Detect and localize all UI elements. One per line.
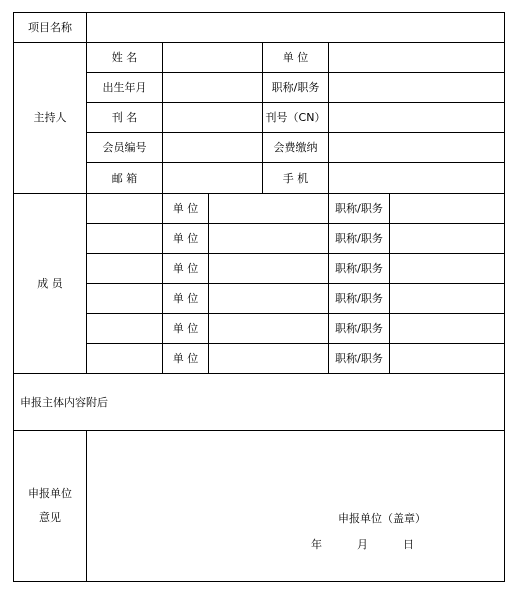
members-label: 成 员 xyxy=(37,276,63,290)
host-row-5-left-label-cell xyxy=(87,163,163,193)
member-row-5-name-cell[interactable] xyxy=(87,313,163,343)
member-row-4-title-value-cell[interactable] xyxy=(390,283,505,313)
member-row-3-unit-value-cell[interactable] xyxy=(209,253,329,283)
member-row-5-title-label: 职称/职务 xyxy=(335,321,383,335)
member-row-5-unit-label-cell xyxy=(163,313,209,343)
member-row-2-title-label-cell xyxy=(329,223,390,253)
opinion-date-line xyxy=(311,539,414,550)
attachment-row xyxy=(14,374,505,431)
host-row-1-left-value-cell[interactable] xyxy=(163,43,263,73)
host-row-2-right-label: 职称/职务 xyxy=(271,81,320,95)
member-row-1 xyxy=(14,193,505,223)
host-row-5 xyxy=(14,163,505,193)
member-row-1-title-label: 职称/职务 xyxy=(335,201,383,215)
member-row-2-title-value-cell[interactable] xyxy=(390,223,505,253)
opinion-year: 年 xyxy=(311,538,322,552)
member-row-4-unit-value-cell[interactable] xyxy=(209,283,329,313)
host-row-2-left-value-cell[interactable] xyxy=(163,73,263,103)
opinion-day: 日 xyxy=(403,538,414,552)
member-row-2 xyxy=(14,223,505,253)
member-row-1-title-value-cell[interactable] xyxy=(390,193,505,223)
host-row-3-right-value-cell[interactable] xyxy=(329,103,505,133)
host-row-1-right-label-cell xyxy=(263,43,329,73)
host-row-4-right-label-cell xyxy=(263,133,329,163)
opinion-content-cell[interactable] xyxy=(87,431,505,582)
member-row-4-unit-label: 单 位 xyxy=(172,291,199,305)
attachment-label: 申报主体内容附后 xyxy=(20,395,108,409)
host-row-1-right-label: 单 位 xyxy=(282,51,309,65)
member-row-3 xyxy=(14,253,505,283)
host-row-2-left-label-cell xyxy=(87,73,163,103)
host-row-3-left-value-cell[interactable] xyxy=(163,103,263,133)
host-row-4 xyxy=(14,133,505,163)
host-row-3 xyxy=(14,103,505,133)
host-row-5-right-label: 手 机 xyxy=(282,171,309,185)
member-row-5-unit-value-cell[interactable] xyxy=(209,313,329,343)
host-row-2-right-value-cell[interactable] xyxy=(329,73,505,103)
member-row-4-unit-label-cell xyxy=(163,283,209,313)
member-row-4 xyxy=(14,283,505,313)
project-value-cell[interactable] xyxy=(87,13,505,43)
member-row-2-unit-label-cell xyxy=(163,223,209,253)
host-label: 主持人 xyxy=(33,111,67,125)
opinion-month: 月 xyxy=(357,538,368,552)
member-row-6-title-label-cell xyxy=(329,344,390,374)
member-row-5-title-value-cell[interactable] xyxy=(390,313,505,343)
host-row-5-right-value-cell[interactable] xyxy=(329,163,505,193)
host-row-4-left-label-cell xyxy=(87,133,163,163)
attachment-cell xyxy=(14,374,505,431)
host-row-2 xyxy=(14,73,505,103)
member-row-4-title-label-cell xyxy=(329,283,390,313)
host-row-3-left-label: 刊 名 xyxy=(111,111,138,125)
member-row-6-title-value-cell[interactable] xyxy=(390,344,505,374)
host-row-3-left-label-cell xyxy=(87,103,163,133)
host-row-1-right-value-cell[interactable] xyxy=(329,43,505,73)
member-row-2-title-label: 职称/职务 xyxy=(335,231,383,245)
host-row-4-left-value-cell[interactable] xyxy=(163,133,263,163)
member-row-4-title-label: 职称/职务 xyxy=(335,291,383,305)
member-row-3-unit-label: 单 位 xyxy=(172,261,199,275)
member-row-6-unit-label: 单 位 xyxy=(172,352,199,366)
member-row-2-unit-label: 单 位 xyxy=(172,231,199,245)
host-row-5-left-value-cell[interactable] xyxy=(163,163,263,193)
member-row-3-title-value-cell[interactable] xyxy=(390,253,505,283)
member-row-2-name-cell[interactable] xyxy=(87,223,163,253)
host-label-cell xyxy=(14,43,87,193)
member-row-1-unit-label-cell xyxy=(163,193,209,223)
opinion-label-cell xyxy=(14,431,87,582)
member-row-3-title-label-cell xyxy=(329,253,390,283)
project-row xyxy=(14,13,505,43)
host-row-1-left-label: 姓 名 xyxy=(111,51,138,65)
host-row-1-left-label-cell xyxy=(87,43,163,73)
member-row-6-unit-label-cell xyxy=(163,344,209,374)
host-row-5-right-label-cell xyxy=(263,163,329,193)
host-row-3-right-label-cell xyxy=(263,103,329,133)
member-row-4-name-cell[interactable] xyxy=(87,283,163,313)
application-form-table xyxy=(13,12,505,582)
member-row-6-name-cell[interactable] xyxy=(87,344,163,374)
member-row-3-title-label: 职称/职务 xyxy=(335,261,383,275)
opinion-seal-text: 申报单位（盖章） xyxy=(338,512,426,526)
opinion-label-line-2: 意见 xyxy=(39,511,61,525)
host-row-5-left-label: 邮 箱 xyxy=(111,171,138,185)
project-label: 项目名称 xyxy=(28,21,72,35)
member-row-3-unit-label-cell xyxy=(163,253,209,283)
host-row-2-left-label: 出生年月 xyxy=(102,81,147,95)
host-row-4-left-label: 会员编号 xyxy=(102,141,147,155)
members-label-cell xyxy=(14,193,87,374)
project-label-cell xyxy=(14,13,87,43)
member-row-1-unit-label: 单 位 xyxy=(172,201,199,215)
member-row-1-unit-value-cell[interactable] xyxy=(209,193,329,223)
member-row-1-title-label-cell xyxy=(329,193,390,223)
member-row-3-name-cell[interactable] xyxy=(87,253,163,283)
host-row-2-right-label-cell xyxy=(263,73,329,103)
opinion-row xyxy=(14,431,505,582)
host-row-4-right-label: 会费缴纳 xyxy=(273,141,318,155)
member-row-5-title-label-cell xyxy=(329,313,390,343)
member-row-6 xyxy=(14,344,505,374)
member-row-6-unit-value-cell[interactable] xyxy=(209,344,329,374)
host-row-3-right-label: 刊号（CN） xyxy=(265,111,326,125)
member-row-2-unit-value-cell[interactable] xyxy=(209,223,329,253)
member-row-5-unit-label: 单 位 xyxy=(172,321,199,335)
member-row-5 xyxy=(14,313,505,343)
member-row-1-name-cell[interactable] xyxy=(87,193,163,223)
host-row-4-right-value-cell[interactable] xyxy=(329,133,505,163)
host-row-1 xyxy=(14,43,505,73)
opinion-label-line-1: 申报单位 xyxy=(28,487,72,501)
member-row-6-title-label: 职称/职务 xyxy=(335,352,383,366)
